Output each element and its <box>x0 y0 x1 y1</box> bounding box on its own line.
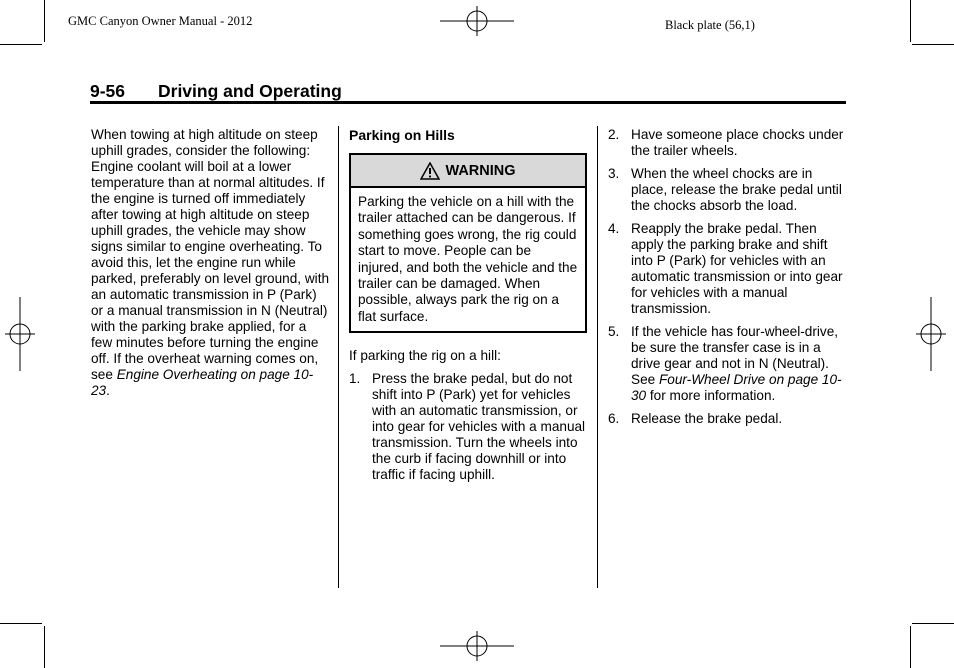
step-text: When the wheel chocks are in place, release the brake pedal until the chocks absorb the load. <box>631 166 842 213</box>
crop-mark-top-left-v <box>44 0 45 42</box>
hill-parking-steps-continued <box>608 127 848 427</box>
step-number: 4. <box>608 221 620 236</box>
hill-parking-steps <box>349 371 587 483</box>
list-item <box>608 221 848 317</box>
towing-altitude-paragraph <box>91 127 331 399</box>
paragraph-tail: . <box>106 383 110 398</box>
step-text: Reapply the brake pedal. Then apply the parking brake and shift into P (Park) for vehicles with an automatic transmission or into gear for vehicles with a manual transmission. <box>631 221 843 316</box>
registration-mark-bottom-icon <box>440 631 514 661</box>
header-doc-title: GMC Canyon Owner Manual - 2012 <box>68 14 253 28</box>
crop-mark-bottom-left-h <box>0 623 42 624</box>
page-number: 9-56 <box>90 81 126 101</box>
step-number: 1. <box>349 371 361 387</box>
column-2 <box>349 127 587 490</box>
registration-mark-left-icon <box>5 297 35 371</box>
list-item <box>349 371 587 483</box>
step-text: Press the brake pedal, but do not shift into P (Park) yet for vehicles with an automatic transmission, or into gear for vehicles with a manual transmission. Turn the wheels into the curb if facing downhill or into traffic if facing uphill. <box>372 371 586 483</box>
crop-mark-top-right-v <box>910 0 911 42</box>
paragraph-text: When towing at high altitude on steep uphill grades, consider the following: Engine coolant will boil at a lower temperature than at normal altitudes. If the engine is turned off immediately after towing at high altitude on steep uphill grades, the vehicle may show signs similar to engine overheating. To avoid this, let the engine run while parked, preferably on level ground, with an automatic transmission in P (Park) or a manual transmission in N (Neutral) with the parking brake applied, for a few minutes before turning the engine off. If the overheat warning comes on, see <box>91 127 330 382</box>
warning-text: Parking the vehicle on a hill with the trailer attached can be dangerous. If something goes wrong, the rig could start to move. People can be injured, and both the vehicle and the trailer can be damaged. When possible, always park the rig on a flat surface. <box>358 194 578 324</box>
warning-header <box>351 155 585 188</box>
section-title-rule <box>90 101 846 104</box>
crop-mark-top-right-h <box>912 44 954 45</box>
section-title: Driving and Operating <box>158 81 342 101</box>
registration-mark-right-icon <box>916 297 946 371</box>
step-text: If the vehicle has four-wheel-drive, be sure the transfer case is in a drive gear and not in N (Neutral). See <box>631 324 839 387</box>
page-reference-link[interactable]: Four-Wheel Drive on page 10-30 <box>631 372 842 403</box>
crop-mark-bottom-left-v <box>44 626 45 668</box>
warning-label: WARNING <box>445 162 516 179</box>
step-number: 2. <box>608 127 620 142</box>
crop-mark-top-left-h <box>0 44 42 45</box>
header-plate-info: Black plate (56,1) <box>665 18 755 32</box>
crop-mark-bottom-right-v <box>910 626 911 668</box>
column-1 <box>91 127 331 399</box>
column-divider-1 <box>338 126 339 588</box>
hill-parking-intro: If parking the rig on a hill: <box>349 348 501 364</box>
step-text: Have someone place chocks under the trailer wheels. <box>631 127 844 158</box>
warning-triangle-icon <box>420 162 440 180</box>
list-item <box>608 127 848 159</box>
subsection-heading: Parking on Hills <box>349 127 455 143</box>
step-text-tail: for more information. <box>649 388 776 403</box>
warning-box <box>349 153 587 333</box>
column-3 <box>608 127 848 434</box>
step-number: 3. <box>608 166 620 181</box>
step-number: 6. <box>608 411 620 426</box>
step-text: Release the brake pedal. <box>631 411 783 426</box>
list-item <box>608 166 848 214</box>
list-item <box>608 411 848 427</box>
list-item <box>608 324 848 404</box>
page-reference-link[interactable]: Engine Overheating on page 10-23 <box>91 367 314 398</box>
column-divider-2 <box>597 126 598 588</box>
registration-mark-top-icon <box>440 6 514 36</box>
step-number: 5. <box>608 324 620 339</box>
crop-mark-bottom-right-h <box>912 623 954 624</box>
